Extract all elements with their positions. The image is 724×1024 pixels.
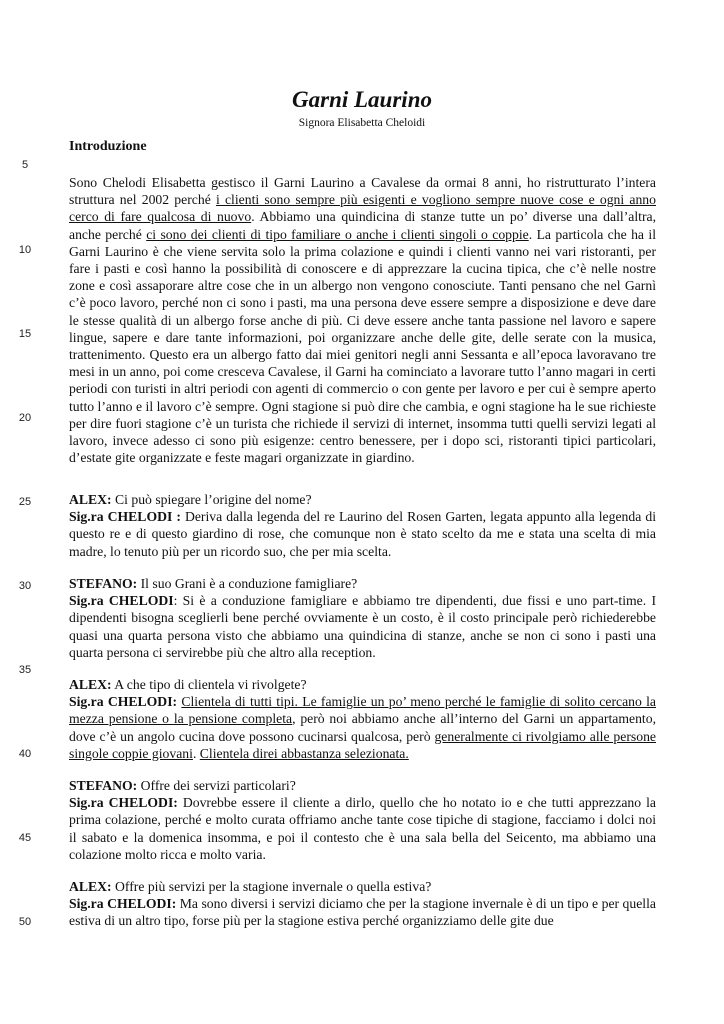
qa-block-clientele: ALEX: A che tipo di clientela vi rivolgete? Sig.ra CHELODI: Clientela di tutti tipi. Le famiglie un po’ meno perché le famiglie di solito cercano la mezza pensione o la pensione completa, però noi abbiamo anche all’interno del Garni un appartamento, dove c’è un angolo cucina dove possono cucinarsi qualcosa, però generalmente ci rivolgiamo alle persone singole coppie giovani. Clientela direi abbastanza selezionata. [69,677,657,761]
underlined-text: i clienti sono sempre più esigenti e vogliono sempre nuove cose e ogni anno cerco di fare qualcosa di nuovo [69,192,656,225]
speaker-label: Sig.ra CHELODI : [69,509,181,525]
speaker-label: STEFANO: [69,778,138,793]
qa-block-management: STEFANO: Il suo Grani è a conduzione famigliare? Sig.ra CHELODI: Si è a conduzione famigliare e abbiamo tre dipendenti, due fissi e uno part-time. I dipendenti bisogna sceglierli bene perché ovviamente è un costo, è il costo principale però richiederebbe quasi una quarta persona visto che abbiamo una quindicina di stanze, anche se non ci sono i pasti una quarta persona ci servirebbe più che altro alla reception. [69,576,657,660]
qa-block-origin: ALEX: Ci può spiegare l’origine del nome? Sig.ra CHELODI : Deriva dalla legenda del re Laurino del Rosen Garten, legata appunto alla legenda di questo re e di questo giardino di rose, che comunque non è stato scelto da me e stata una scelta di mia madre, lo tenuto più per un ricordo suo, che per mia scelta. [69,492,656,559]
section-heading: Introduzione [69,139,147,154]
line-number: 50 [18,916,32,928]
line-number: 40 [18,748,32,760]
line-number: 15 [18,328,32,340]
intro-paragraph: Sono Chelodi Elisabetta gestisco il Garni Laurino a Cavalese da ormai 8 anni, ho ristrutturato l’intera struttura nel 2002 perché i clienti sono sempre più esigenti e vogliono sempre nuove cose e ogni anno cerco di fare qualcosa di nuovo. Abbiamo una quindicina di stanze tutte un po’ diverse una dall’altra, anche perché ci sono dei clienti di tipo familiare o anche i clienti singoli o coppie. La particola che ha il Garni Laurino è che viene servita solo la prima colazione e quindi i clienti vanno nei vari ristoranti, per fare i pasti e così hanno la possibilità di conoscere e di apprezzare la cucina tipica, che c’è nelle nostre zone e così assaporare altre cose che in un albergo non vengono conosciute. Tanti pensano che nel Garnì c’è poco lavoro, perché non ci sono i pasti, ma una persona deve essere sempre a disposizione e deve dare le stesse qualità di un albergo forse anche di più. Ci deve essere anche tanta passione nel lavoro e sapere lingue, sapere e dare tante informazioni, poi organizzare anche delle gite, delle serate con la musica, trattenimento. Questo era un albergo fatto dai miei genitori negli anni Sessanta e all’epoca lavoravano tre mesi in un anno, poi come cresceva Cavalese, il Garni ha cominciato a lavorare tutto l’anno magari in certi periodi con turisti in altri periodi con agenti di commercio o con gente per lavoro e per cui è sempre aperto tutto l’anno e il lavoro c’è sempre. Ogni stagione si può dire che cambia, e ogni stagione ha le sue richieste per dire fuori stagione c’è un turista che richiede il servizi di internet, insomma tutti quelli servizi legati al lavoro, invece adesso ci sono più esigenze: centro benessere, per i dopo sci, ristoranti tipici particolari, d’estate gite organizzate e feste magari organizzate in giardino. [69,175,657,466]
line-number: 10 [18,244,32,256]
underlined-text: Clientela di tutti tipi. Le famiglie un po’ meno perché le famiglie di solito cercano la mezza pensione o la pensione completa [69,694,657,727]
underlined-text: ci sono dei clienti di tipo familiare o anche i clienti singoli o coppie [146,226,529,242]
speaker-label: STEFANO: [69,576,138,591]
line-number: 25 [18,496,32,508]
speaker-label: Sig.ra CHELODI [69,593,174,609]
document-title: Garni Laurino [292,87,432,112]
speaker-label: ALEX: [69,677,112,692]
underlined-text: generalmente ci rivolgiamo alle persone singole coppie giovani [69,728,656,761]
underlined-text: Clientela direi abbastanza selezionata. [199,745,409,761]
speaker-label: Sig.ra CHELODI: [69,795,178,811]
qa-block-seasons: ALEX: Offre più servizi per la stagione invernale o quella estiva? Sig.ra CHELODI: Ma sono diversi i servizi diciamo che per la stagione invernale è di un tipo e per quella estiva di un altro tipo, forse più per la stagione estiva perché organizziamo delle gite due [69,879,656,929]
speaker-label: Sig.ra CHELODI: [69,896,177,912]
document-subtitle: Signora Elisabetta Cheloidi [298,117,426,129]
speaker-label: Sig.ra CHELODI: [69,694,178,710]
line-number: 5 [21,159,29,171]
line-number: 20 [18,412,32,424]
line-number: 35 [18,664,32,676]
line-number: 45 [18,832,32,844]
line-number: 30 [18,580,32,592]
qa-block-services: STEFANO: Offre dei servizi particolari? Sig.ra CHELODI: Dovrebbe essere il cliente a dirlo, quello che ho notato io e che tutti apprezzano la prima colazione, perché e molto curata offriamo anche tante cose tipiche di stagione, facciamo i dolci noi il sabato e la domenica insomma, e poi il contesto che è una sala bella del Seicento, ma abbiamo una colazione molto ricca e molto varia. [69,778,656,862]
speaker-label: ALEX: [69,879,112,894]
speaker-label: ALEX: [69,492,112,507]
